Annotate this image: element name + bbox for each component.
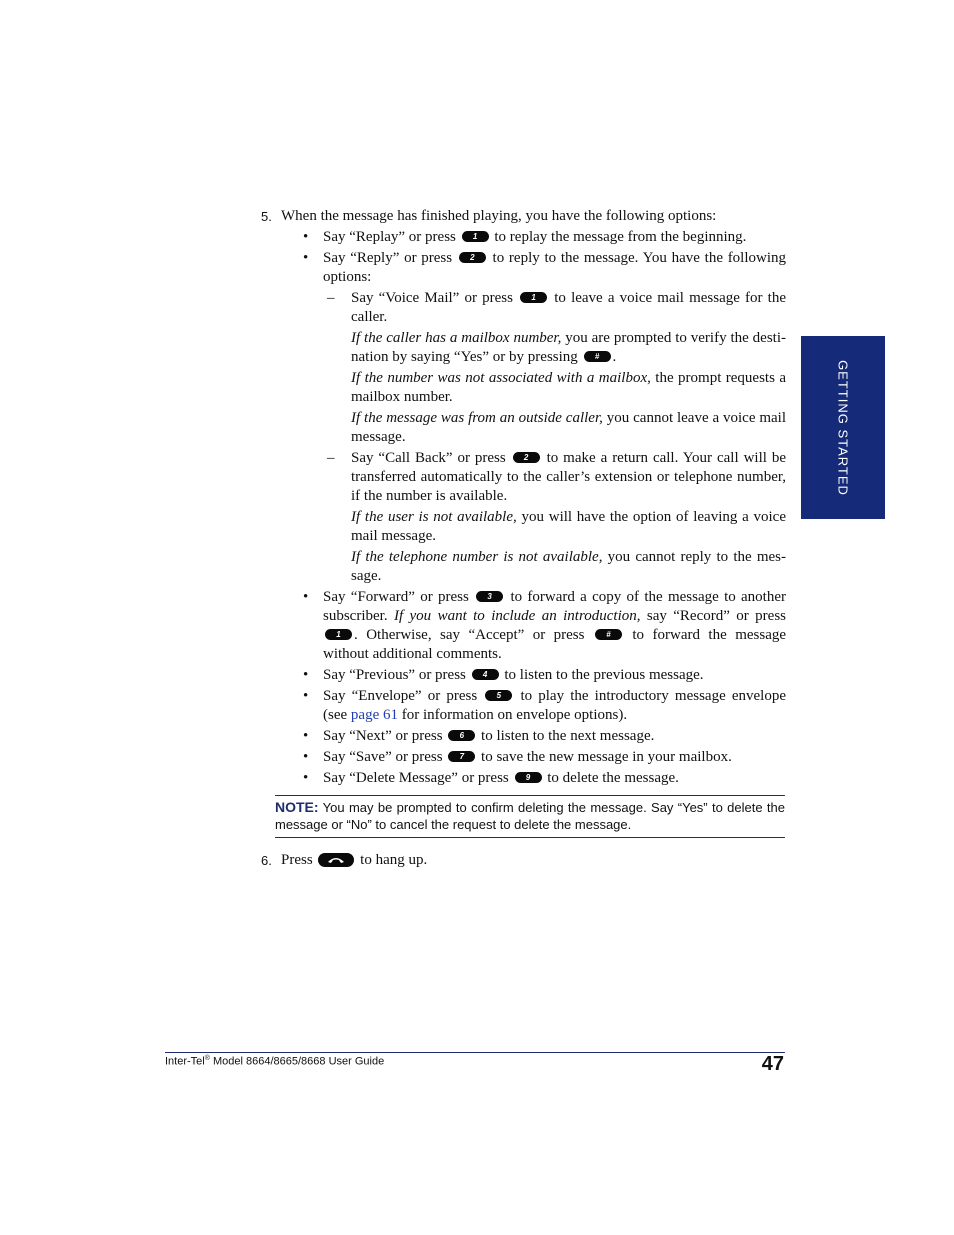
note-label: NOTE: xyxy=(275,799,319,815)
key-5-icon: 5 xyxy=(485,690,512,701)
option-text: Say “Envelope” or press xyxy=(323,688,478,704)
note-box xyxy=(275,795,785,838)
option-text: . Otherwise, say “Accept” or press xyxy=(354,627,585,643)
step-text: to hang up. xyxy=(360,852,428,868)
option-replay xyxy=(303,228,786,247)
key-3-icon: 3 xyxy=(476,591,503,602)
bullet: • xyxy=(303,250,309,266)
note-text: You may be prompted to confirm deleting the message. Say “Yes” to delete the message or “No” to cancel the request to delete the message. xyxy=(275,800,785,832)
condition-text: you will have the option of leaving a voice mail message. xyxy=(351,509,786,544)
condition xyxy=(351,409,786,447)
suboption-text: to make a return call. Your call will be transferred automatically to the caller’s extension or telephone number, if the number is available. xyxy=(351,450,786,504)
option-next xyxy=(303,727,786,746)
option-previous xyxy=(303,666,786,685)
option-text: Say “Reply” or press xyxy=(323,250,453,266)
bullet: • xyxy=(303,688,309,704)
main-content xyxy=(261,207,786,790)
key-6-icon: 6 xyxy=(448,730,475,741)
condition-text: you are prompted to verify the desti-nation by saying “Yes” or by pressing xyxy=(351,330,787,365)
step-intro: When the message has finished playing, you have the following options: xyxy=(281,208,717,224)
hang-up-icon xyxy=(318,853,354,867)
option-text: to listen to the previous message. xyxy=(504,667,704,683)
option-text: to replay the message from the beginning. xyxy=(494,229,747,245)
bullet: • xyxy=(303,229,309,245)
condition-lead: If the number was not associated with a mailbox, xyxy=(351,370,651,386)
option-text: to delete the message. xyxy=(547,770,679,786)
option-text: to listen to the next message. xyxy=(481,728,655,744)
suboption-voice-mail xyxy=(327,289,787,447)
dash: – xyxy=(327,290,335,306)
step-number: 6. xyxy=(261,853,272,868)
key-7-icon: 7 xyxy=(448,751,475,762)
bullet: • xyxy=(303,770,309,786)
suboption-text: to leave a voice mail message for the caller. xyxy=(351,290,787,325)
option-save xyxy=(303,748,786,767)
condition xyxy=(351,329,786,367)
key-pound-icon: # xyxy=(595,629,622,640)
suboption-text: Say “Call Back” or press xyxy=(351,450,506,466)
option-envelope xyxy=(303,687,786,725)
bullet: • xyxy=(303,667,309,683)
bullet: • xyxy=(303,728,309,744)
footer-title xyxy=(165,1055,384,1068)
side-tab xyxy=(801,336,885,519)
option-italic: If you want to include an introduction, xyxy=(393,608,641,624)
condition-lead: If the caller has a mailbox number, xyxy=(351,330,562,346)
option-text: to forward a copy of the message to another subscriber. xyxy=(323,589,787,624)
option-text: Say “Save” or press xyxy=(323,749,443,765)
condition-text: you cannot reply to the mes-sage. xyxy=(351,549,786,584)
footer-guide-title: Model 8664/8665/8668 User Guide xyxy=(212,1055,385,1068)
key-pound-icon: # xyxy=(584,351,611,362)
condition-lead: If the message was from an outside caller, xyxy=(351,410,603,426)
key-1-icon: 1 xyxy=(462,231,489,242)
option-delete xyxy=(303,769,786,788)
condition-text: . xyxy=(612,349,617,365)
bullet: • xyxy=(303,749,309,765)
option-text: to play the introductory message envelope (see xyxy=(323,688,787,723)
key-2-icon: 2 xyxy=(459,252,486,263)
key-2-icon: 2 xyxy=(513,452,540,463)
reply-suboptions xyxy=(323,289,786,586)
page-number: 47 xyxy=(761,1053,784,1075)
condition-text: the prompt requests a mailbox number. xyxy=(351,370,787,405)
option-reply xyxy=(303,249,786,586)
condition-lead: If the telephone number is not available, xyxy=(351,549,603,565)
condition-text: you cannot leave a voice mail message. xyxy=(351,410,787,445)
suboption-text: Say “Voice Mail” or press xyxy=(351,290,513,306)
bullet: • xyxy=(303,589,309,605)
footer-divider xyxy=(165,1052,785,1053)
option-text: Say “Previous” or press xyxy=(323,667,466,683)
step-6 xyxy=(261,851,427,870)
condition-lead: If the user is not available, xyxy=(351,509,517,525)
step-number: 5. xyxy=(261,209,272,224)
page-61-link[interactable]: page 61 xyxy=(350,707,398,723)
key-9-icon: 9 xyxy=(515,772,542,783)
option-text: Say “Next” or press xyxy=(323,728,443,744)
option-text: for information on envelope options). xyxy=(401,707,628,723)
option-text: to save the new message in your mailbox. xyxy=(481,749,732,765)
key-4-icon: 4 xyxy=(472,669,499,680)
step-5 xyxy=(261,207,786,788)
footer-brand: Inter-Tel xyxy=(165,1055,205,1068)
condition xyxy=(351,508,786,546)
step-text: Press xyxy=(281,852,313,868)
option-forward xyxy=(303,588,786,664)
side-tab-label: GETTING STARTED xyxy=(835,359,851,496)
dash: – xyxy=(327,450,335,466)
option-text: say “Record” or press xyxy=(646,608,786,624)
registered-mark: ® xyxy=(204,1055,210,1062)
key-1-icon: 1 xyxy=(520,292,547,303)
option-text: Say “Delete Message” or press xyxy=(323,770,509,786)
suboption-call-back xyxy=(327,449,786,586)
option-text: Say “Replay” or press xyxy=(323,229,456,245)
option-text: to forward the message without additional comments. xyxy=(323,627,787,662)
condition xyxy=(351,548,786,586)
option-text: Say “Forward” or press xyxy=(323,589,469,605)
options-list xyxy=(281,228,786,788)
condition xyxy=(351,369,786,407)
option-text: to reply to the message. You have the following options: xyxy=(323,250,787,285)
key-1-icon: 1 xyxy=(325,629,352,640)
